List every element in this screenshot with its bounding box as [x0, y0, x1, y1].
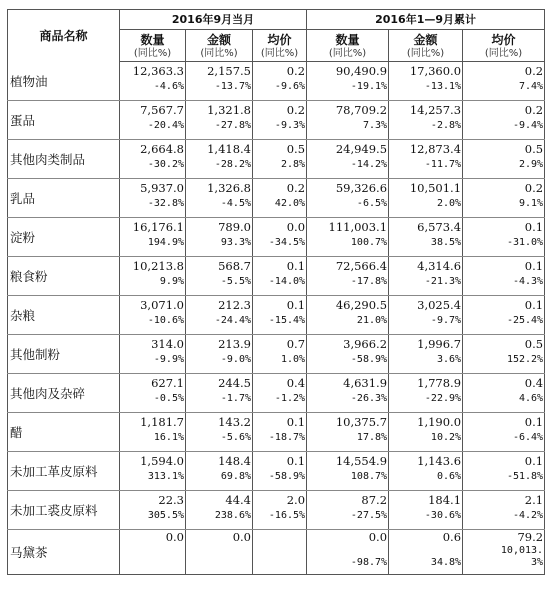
cell-avg-price [253, 179, 307, 218]
cell-yoy-percent: 9.9% [159, 276, 184, 287]
cell-yoy-percent: -31.0% [506, 237, 544, 248]
cell-amount-cum [389, 101, 463, 140]
cell-value: 4,314.6 [417, 259, 462, 273]
cell-quantity [120, 218, 186, 257]
cell-yoy-percent: 238.6% [214, 510, 251, 521]
row-name: 杂粮 [8, 296, 120, 335]
cell-yoy-percent: 3.6% [436, 354, 462, 365]
cell-quantity [120, 101, 186, 140]
cell-yoy-percent: -4.5% [220, 198, 251, 209]
cell-value: 244.5 [218, 376, 251, 390]
row-name: 蛋品 [8, 101, 120, 140]
cell-value: 1,181.7 [140, 415, 184, 429]
cell-value: 0.1 [524, 259, 544, 273]
cell-value: 2,664.8 [140, 142, 184, 156]
cell-avg-price [253, 530, 307, 575]
cell-value: 0.2 [286, 103, 306, 117]
cell-amount-cum [389, 374, 463, 413]
cell-yoy-percent: -14.0% [268, 276, 306, 287]
cell-value: 0.5 [524, 337, 544, 351]
cell-yoy-percent: -9.7% [430, 315, 462, 326]
cell-yoy-percent: -30.2% [147, 159, 184, 170]
cell-avg-price-cum [463, 335, 545, 374]
cell-value: 0.4 [524, 376, 544, 390]
cell-value: 111,003.1 [328, 220, 388, 234]
cell-yoy-percent: -9.4% [512, 120, 544, 131]
cell-amount [186, 218, 253, 257]
cell-yoy-percent: -2.8% [430, 120, 462, 131]
cell-value: 1,143.6 [417, 454, 462, 468]
cell-yoy-percent: 4.6% [518, 393, 544, 404]
cell-value: 17,360.0 [409, 64, 462, 78]
cell-yoy-percent: 305.5% [147, 510, 184, 521]
cell-avg-price [253, 296, 307, 335]
cell-yoy-percent: 21.0% [356, 315, 388, 326]
cell-yoy-percent: -58.9% [268, 471, 306, 482]
table-row [8, 179, 545, 218]
row-name: 未加工革皮原料 [8, 452, 120, 491]
cell-yoy-percent: -18.7% [268, 432, 306, 443]
cell-quantity [120, 452, 186, 491]
cell-value: 2.1 [524, 493, 544, 507]
cell-value: 12,363.3 [132, 64, 184, 78]
cell-quantity: 0.0 [120, 530, 186, 575]
table-row [8, 218, 545, 257]
cell-avg-price [253, 374, 307, 413]
cell-value: 90,490.9 [335, 64, 388, 78]
cell-yoy-percent: -15.4% [268, 315, 306, 326]
row-name: 植物油 [8, 62, 120, 101]
cell-value: 10,375.7 [335, 415, 388, 429]
cell-yoy-percent: 17.8% [356, 432, 388, 443]
cell-yoy-percent: -16.5% [268, 510, 306, 521]
cell-value: 1,326.8 [207, 181, 251, 195]
cell-value: 0.7 [286, 337, 306, 351]
table-row [8, 452, 545, 491]
row-name: 马黛茶 [8, 530, 120, 575]
table-row [8, 413, 545, 452]
cell-amount [186, 179, 253, 218]
cell-yoy-percent: -25.4% [506, 315, 544, 326]
row-name: 未加工裘皮原料 [8, 491, 120, 530]
header-row-periods [8, 10, 545, 30]
cell-avg-price [253, 335, 307, 374]
col-header-amount-cum: 金额 (同比%) [389, 30, 463, 62]
cell-quantity-cum [307, 413, 389, 452]
cell-amount-cum [389, 491, 463, 530]
cell-amount [186, 62, 253, 101]
cell-value: 46,290.5 [335, 298, 388, 312]
cell-amount [186, 257, 253, 296]
row-name: 其他肉类制品 [8, 140, 120, 179]
cell-avg-price [253, 62, 307, 101]
cell-avg-price [253, 491, 307, 530]
period-header-cumulative: 2016年1—9月累计 [307, 10, 545, 30]
col-header-quantity: 数量 (同比%) [120, 30, 186, 62]
cell-value: 0.2 [524, 181, 544, 195]
cell-yoy-percent: 100.7% [350, 237, 388, 248]
cell-yoy-percent: 0.6% [436, 471, 462, 482]
cell-yoy-percent: 2.8% [280, 159, 306, 170]
col-header-quantity-cum: 数量 (同比%) [307, 30, 389, 62]
cell-yoy-percent: -4.2% [512, 510, 544, 521]
cell-yoy-percent: -24.4% [214, 315, 251, 326]
cell-value: 213.9 [218, 337, 251, 351]
cell-value: 143.2 [218, 415, 251, 429]
cell-yoy-percent: 10.2% [430, 432, 462, 443]
table-row [8, 101, 545, 140]
cell-yoy-percent: -4.6% [153, 81, 184, 92]
cell-yoy-percent: -30.6% [424, 510, 462, 521]
cell-amount-cum [389, 62, 463, 101]
cell-amount-cum [389, 413, 463, 452]
cell-amount [186, 491, 253, 530]
cell-value: 0.1 [286, 454, 306, 468]
cell-yoy-percent: -21.3% [424, 276, 462, 287]
col-header-avg-price: 均价 (同比%) [253, 30, 307, 62]
cell-value: 7,567.7 [140, 103, 184, 117]
cell-quantity-cum: 0.0 -98.7% [307, 530, 389, 575]
cell-quantity [120, 413, 186, 452]
cell-value: 627.1 [151, 376, 184, 390]
cell-yoy-percent: 9.1% [518, 198, 544, 209]
cell-amount-cum [389, 452, 463, 491]
cell-avg-price-cum [463, 452, 545, 491]
cell-yoy-percent: 38.5% [430, 237, 462, 248]
cell-avg-price-cum [463, 179, 545, 218]
cell-value: 22.3 [158, 493, 184, 507]
row-name: 淀粉 [8, 218, 120, 257]
cell-quantity [120, 140, 186, 179]
cell-yoy-percent: -9.6% [274, 81, 306, 92]
product-name-header: 商品名称 [8, 10, 120, 62]
cell-amount-cum: 0.6 34.8% [389, 530, 463, 575]
cell-yoy-percent: -32.8% [147, 198, 184, 209]
cell-quantity-cum [307, 140, 389, 179]
cell-value: 1,778.9 [417, 376, 462, 390]
cell-avg-price [253, 257, 307, 296]
cell-amount-cum [389, 140, 463, 179]
cell-value: 0.2 [524, 103, 544, 117]
cell-amount [186, 296, 253, 335]
cell-amount [186, 374, 253, 413]
cell-value: 3,025.4 [417, 298, 462, 312]
cell-value: 3,071.0 [140, 298, 184, 312]
cell-quantity [120, 491, 186, 530]
cell-yoy-percent: -6.4% [512, 432, 544, 443]
cell-yoy-percent: 194.9% [147, 237, 184, 248]
cell-quantity-cum [307, 296, 389, 335]
cell-quantity [120, 296, 186, 335]
cell-value: 0.1 [524, 415, 544, 429]
cell-amount [186, 140, 253, 179]
cell-value: 10,501.1 [409, 181, 462, 195]
cell-quantity-cum [307, 374, 389, 413]
cell-yoy-percent: 7.3% [362, 120, 388, 131]
cell-amount [186, 335, 253, 374]
cell-value: 0.2 [524, 64, 544, 78]
cell-yoy-percent: 93.3% [220, 237, 251, 248]
cell-value: 0.1 [524, 298, 544, 312]
cell-amount [186, 452, 253, 491]
cell-avg-price-cum [463, 101, 545, 140]
cell-yoy-percent: -11.7% [424, 159, 462, 170]
cell-value: 12,873.4 [409, 142, 462, 156]
cell-yoy-percent: 2.0% [436, 198, 462, 209]
cell-value: 1,418.4 [207, 142, 251, 156]
cell-yoy-percent: 2.9% [518, 159, 544, 170]
cell-yoy-percent: -27.8% [214, 120, 251, 131]
cell-value: 0.1 [286, 298, 306, 312]
cell-yoy-percent: 1.0% [280, 354, 306, 365]
cell-yoy-percent: -5.6% [220, 432, 251, 443]
cell-amount-cum [389, 335, 463, 374]
row-name: 其他肉及杂碎 [8, 374, 120, 413]
cell-quantity-cum [307, 335, 389, 374]
cell-quantity-cum [307, 491, 389, 530]
row-name: 粮食粉 [8, 257, 120, 296]
cell-yoy-percent: -1.2% [274, 393, 306, 404]
table-row [8, 140, 545, 179]
cell-value: 148.4 [218, 454, 251, 468]
cell-avg-price-cum [463, 257, 545, 296]
cell-yoy-percent: -28.2% [214, 159, 251, 170]
cell-value: 1,321.8 [207, 103, 251, 117]
cell-avg-price-cum [463, 62, 545, 101]
cell-quantity-cum [307, 101, 389, 140]
col-header-avg-price-cum: 均价 (同比%) [463, 30, 545, 62]
cell-yoy-percent: -13.7% [214, 81, 251, 92]
cell-quantity-cum [307, 257, 389, 296]
cell-value: 72,566.4 [335, 259, 388, 273]
table-row [8, 374, 545, 413]
cell-avg-price-cum [463, 374, 545, 413]
cell-value: 184.1 [428, 493, 462, 507]
cell-yoy-percent: -58.9% [350, 354, 388, 365]
cell-avg-price [253, 101, 307, 140]
cell-value: 16,176.1 [132, 220, 184, 234]
row-name: 乳品 [8, 179, 120, 218]
cell-value: 2.0 [286, 493, 306, 507]
table-row-yerba-mate [8, 530, 545, 575]
cell-value: 14,257.3 [409, 103, 462, 117]
cell-avg-price [253, 218, 307, 257]
cell-yoy-percent: -19.1% [350, 81, 388, 92]
cell-yoy-percent: -51.8% [506, 471, 544, 482]
cell-amount-cum [389, 257, 463, 296]
cell-value: 789.0 [218, 220, 251, 234]
cell-avg-price [253, 452, 307, 491]
row-name: 其他制粉 [8, 335, 120, 374]
cell-yoy-percent: -9.0% [220, 354, 251, 365]
cell-value: 0.1 [286, 415, 306, 429]
cell-quantity-cum [307, 62, 389, 101]
cell-value: 24,949.5 [335, 142, 388, 156]
cell-value: 0.1 [286, 259, 306, 273]
cell-value: 2,157.5 [207, 64, 251, 78]
table-row [8, 257, 545, 296]
cell-value: 0.5 [286, 142, 306, 156]
cell-value: 78,709.2 [335, 103, 388, 117]
cell-avg-price-cum [463, 218, 545, 257]
trade-statistics-table [7, 9, 545, 575]
cell-amount [186, 101, 253, 140]
cell-yoy-percent: 108.7% [350, 471, 388, 482]
cell-value: 14,554.9 [335, 454, 388, 468]
cell-amount-cum [389, 218, 463, 257]
cell-yoy-percent: -9.3% [274, 120, 306, 131]
cell-value: 0.1 [524, 220, 544, 234]
cell-yoy-percent: 313.1% [147, 471, 184, 482]
cell-yoy-percent: -5.5% [220, 276, 251, 287]
cell-quantity [120, 179, 186, 218]
cell-value: 3,966.2 [343, 337, 388, 351]
cell-value: 1,190.0 [417, 415, 462, 429]
cell-yoy-percent: 16.1% [153, 432, 184, 443]
col-header-amount: 金额 (同比%) [186, 30, 253, 62]
cell-value: 0.4 [286, 376, 306, 390]
cell-quantity [120, 335, 186, 374]
cell-yoy-percent: -1.7% [220, 393, 251, 404]
cell-yoy-percent: -27.5% [350, 510, 388, 521]
cell-value: 5,937.0 [140, 181, 184, 195]
table-row [8, 491, 545, 530]
row-name: 醋 [8, 413, 120, 452]
table-row [8, 62, 545, 101]
cell-avg-price-cum [463, 296, 545, 335]
cell-avg-price [253, 140, 307, 179]
cell-yoy-percent: -6.5% [356, 198, 388, 209]
cell-yoy-percent: -10.6% [147, 315, 184, 326]
cell-avg-price-cum [463, 140, 545, 179]
cell-value: 568.7 [218, 259, 251, 273]
cell-value: 44.4 [225, 493, 251, 507]
cell-avg-price [253, 413, 307, 452]
cell-value: 1,996.7 [417, 337, 462, 351]
period-header-month: 2016年9月当月 [120, 10, 307, 30]
cell-yoy-percent: 7.4% [518, 81, 544, 92]
cell-value: 0.5 [524, 142, 544, 156]
cell-value: 10,213.8 [132, 259, 184, 273]
cell-yoy-percent: 69.8% [220, 471, 251, 482]
cell-yoy-percent: -34.5% [268, 237, 306, 248]
cell-yoy-percent: 152.2% [506, 354, 544, 365]
cell-yoy-percent: -17.8% [350, 276, 388, 287]
cell-yoy-percent: -0.5% [153, 393, 184, 404]
cell-quantity-cum [307, 218, 389, 257]
cell-quantity-cum [307, 452, 389, 491]
cell-avg-price-cum [463, 413, 545, 452]
cell-avg-price-cum [463, 491, 545, 530]
cell-value: 0.2 [286, 64, 306, 78]
cell-yoy-percent: 42.0% [274, 198, 306, 209]
cell-avg-price-cum: 79.2 10,013. 3% [463, 530, 545, 575]
cell-value: 59,326.6 [335, 181, 388, 195]
cell-value: 1,594.0 [140, 454, 184, 468]
cell-value: 0.2 [286, 181, 306, 195]
table-row [8, 296, 545, 335]
cell-yoy-percent: -13.1% [424, 81, 462, 92]
cell-quantity [120, 374, 186, 413]
cell-quantity [120, 62, 186, 101]
cell-amount [186, 413, 253, 452]
cell-value: 212.3 [218, 298, 251, 312]
cell-yoy-percent: -4.3% [512, 276, 544, 287]
cell-yoy-percent: -14.2% [350, 159, 388, 170]
cell-quantity [120, 257, 186, 296]
cell-yoy-percent: -22.9% [424, 393, 462, 404]
cell-yoy-percent: -9.9% [153, 354, 184, 365]
cell-amount: 0.0 [186, 530, 253, 575]
table-row [8, 335, 545, 374]
cell-value: 6,573.4 [417, 220, 462, 234]
cell-amount-cum [389, 179, 463, 218]
cell-yoy-percent: -20.4% [147, 120, 184, 131]
cell-amount-cum [389, 296, 463, 335]
cell-value: 4,631.9 [343, 376, 388, 390]
cell-value: 0.1 [524, 454, 544, 468]
cell-value: 87.2 [361, 493, 388, 507]
cell-value: 314.0 [151, 337, 184, 351]
cell-quantity-cum [307, 179, 389, 218]
cell-yoy-percent: -26.3% [350, 393, 388, 404]
cell-value: 0.0 [286, 220, 306, 234]
